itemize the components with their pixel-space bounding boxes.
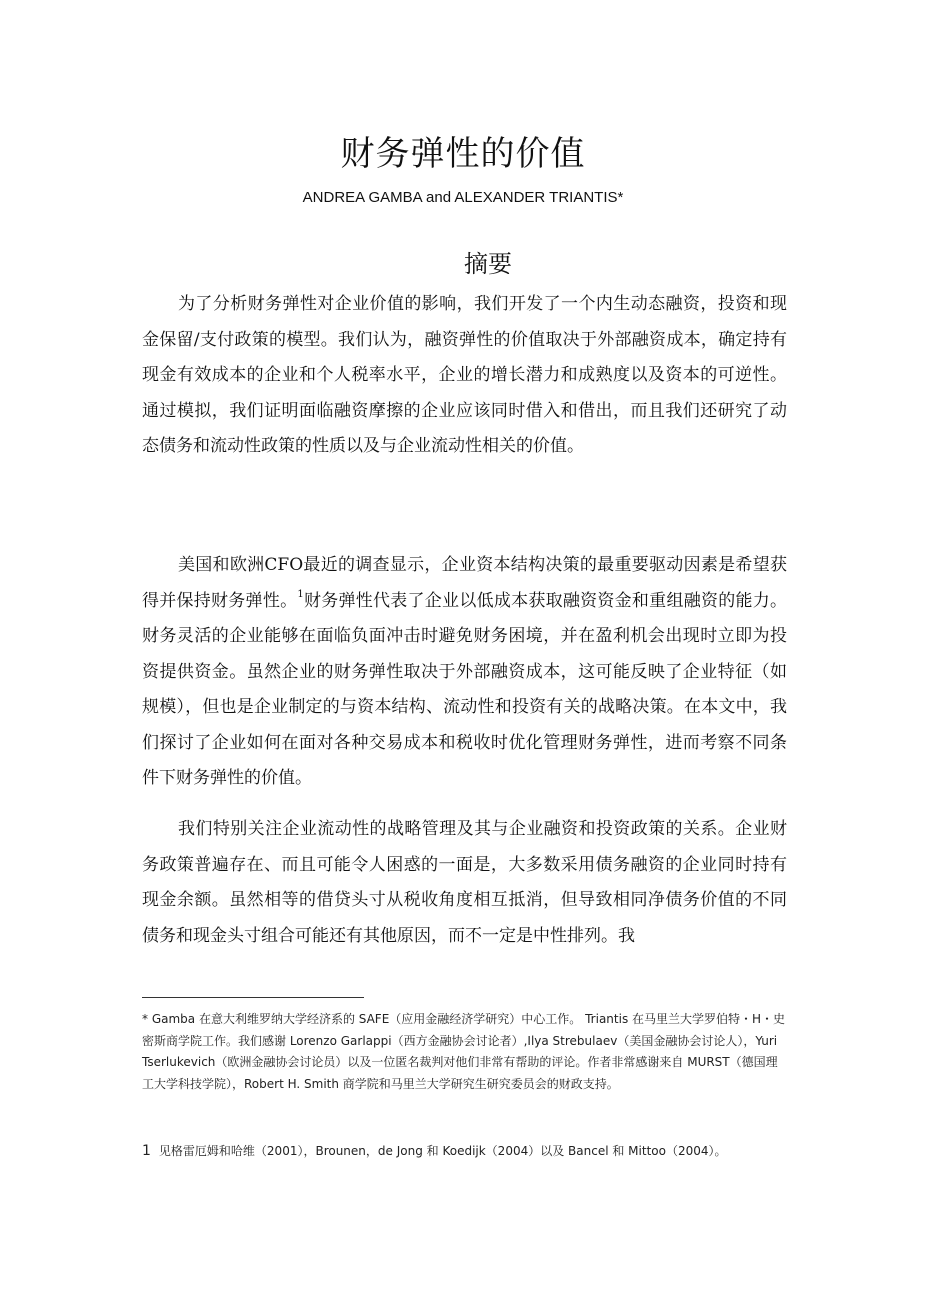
abstract-heading: 摘要 xyxy=(464,250,512,278)
paper-authors: ANDREA GAMBA and ALEXANDER TRIANTIS* xyxy=(302,189,624,206)
body-paragraph-1 xyxy=(142,548,787,797)
footnote-reference-1: 1 xyxy=(297,588,304,600)
footnote-1-text: 见格雷厄姆和哈维（2001），Brounen，de Jong 和 Koedijk（2004）以及 Bancel 和 Mittoo（2004）。 xyxy=(158,1144,727,1158)
footnote-separator xyxy=(142,997,364,998)
paper-title: 财务弹性的价值 xyxy=(340,134,586,174)
body-paragraph-1-part-1: 美国和欧洲CFO最近的调查显示，企业资本结构决策的最重要驱动因素是希望获得并保持财务弹性。 xyxy=(142,555,787,611)
footnote-1 xyxy=(142,1141,787,1163)
footnote-author-affiliation: * Gamba 在意大利维罗纳大学经济系的 SAFE（应用金融经济学研究）中心工作。 Triantis 在马里兰大学罗伯特・H・史密斯商学院工作。我们感谢 Lorenzo Garlappi（西方金融协会讨论者）,Ilya Strebulaev（美国金融协会讨论人），Yuri Tserlukevich（欧洲金融协会讨论员）以及一位匿名裁判对他们非常有帮助的评论。作者非常感谢来自 MURST（德国理工大学科技学院），Robert H. Smith 商学院和马里兰大学研究生研究委员会的财政支持。 xyxy=(142,1012,786,1091)
body-paragraph-1-part-2: 财务弹性代表了企业以低成本获取融资资金和重组融资的能力。财务灵活的企业能够在面临负面冲击时避免财务困境，并在盈利机会出现时立即为投资提供资金。虽然企业的财务弹性取决于外部融资成本，这可能反映了企业特征（如规模），但也是企业制定的与资本结构、流动性和投资有关的战略决策。在本文中，我们探讨了企业如何在面对各种交易成本和税收时优化管理财务弹性，进而考察不同条件下财务弹性的价值。 xyxy=(142,590,788,788)
footnote-1-marker: 1 xyxy=(142,1143,151,1159)
body-paragraph-2: 我们特别关注企业流动性的战略管理及其与企业融资和投资政策的关系。企业财务政策普遍存在、而且可能令人困惑的一面是，大多数采用债务融资的企业同时持有现金余额。虽然相等的借贷头寸从税收角度相互抵消，但导致相同净债务价值的不同债务和现金头寸组合可能还有其他原因，而不一定是中性排列。我 xyxy=(142,819,787,946)
abstract-text: 为了分析财务弹性对企业价值的影响，我们开发了一个内生动态融资，投资和现金保留/支付政策的模型。我们认为，融资弹性的价值取决于外部融资成本，确定持有现金有效成本的企业和个人税率水平，企业的增长潜力和成熟度以及资本的可逆性。通过模拟，我们证明面临融资摩擦的企业应该同时借入和借出，而且我们还研究了动态债务和流动性政策的性质以及与企业流动性相关的价值。 xyxy=(142,294,787,456)
